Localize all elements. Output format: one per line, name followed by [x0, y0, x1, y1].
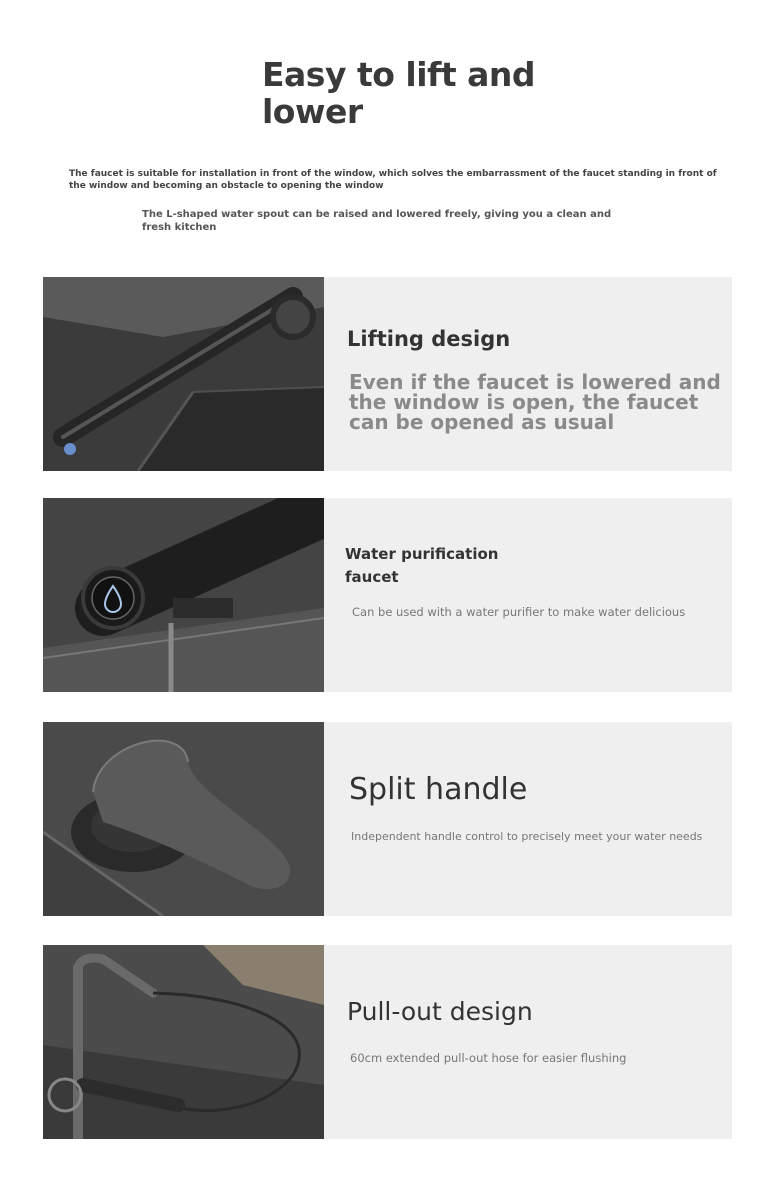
page-title: Easy to lift and lower	[262, 55, 536, 131]
feature-split-handle	[43, 722, 732, 916]
feature-lifting-design	[43, 277, 732, 471]
feature-title: Lifting design	[347, 327, 511, 351]
feature-description: Can be used with a water purifier to make water delicious	[352, 605, 686, 619]
feature-title: Water purification faucet	[345, 545, 499, 586]
intro-paragraph: The faucet is suitable for installation in front of the window, which solves the embarrassment of the faucet standing in front of the window and becoming an obstacle to opening the window	[69, 169, 717, 191]
feature-title: Pull-out design	[347, 997, 533, 1026]
feature-description: Independent handle control to precisely meet your water needs	[351, 830, 703, 843]
lifting-faucet-photo	[43, 277, 324, 471]
feature-description: 60cm extended pull-out hose for easier flushing	[350, 1051, 627, 1065]
feature-title: Split handle	[349, 772, 528, 807]
split-handle-photo	[43, 722, 324, 916]
feature-water-purification	[43, 498, 732, 692]
feature-pull-out-design	[43, 945, 732, 1139]
intro-subparagraph: The L-shaped water spout can be raised and lowered freely, giving you a clean and fresh kitchen	[142, 209, 612, 233]
pull-out-faucet-photo	[43, 945, 324, 1139]
feature-description: Even if the faucet is lowered and the window is open, the faucet can be opened as usual	[349, 370, 721, 434]
purification-faucet-photo	[43, 498, 324, 692]
